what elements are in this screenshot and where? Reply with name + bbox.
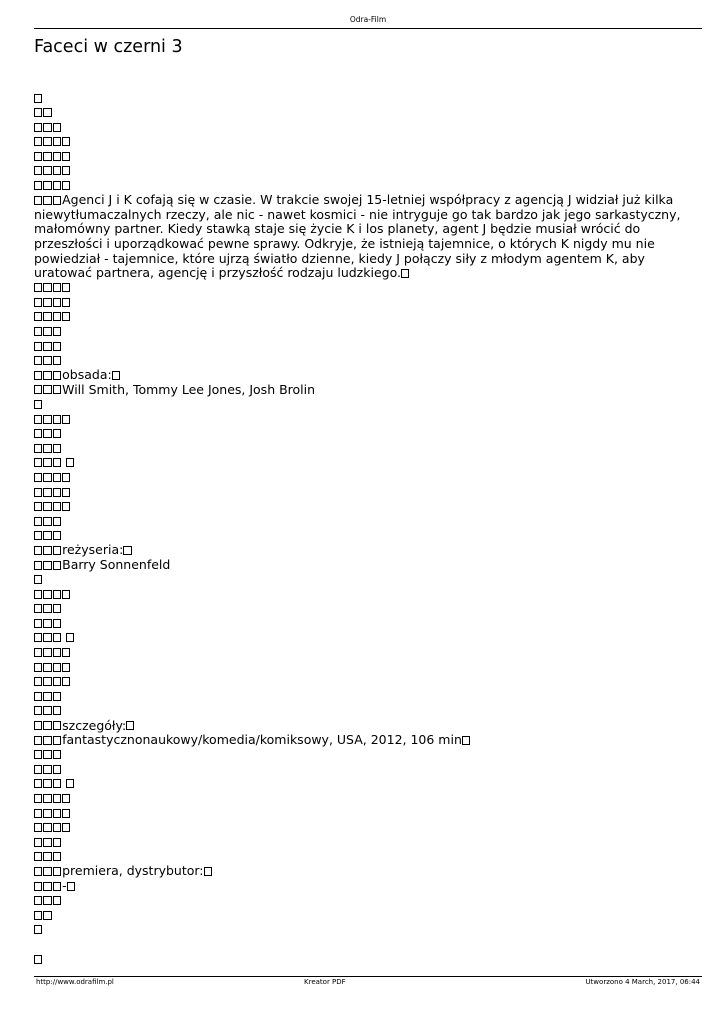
page-footer [34,976,702,988]
glyph-line [34,908,684,923]
glyph-line [34,514,684,529]
glyph-line [34,485,684,500]
glyph-line [34,850,684,865]
glyph-line [34,835,684,850]
glyph-line [34,704,684,719]
glyph-line [34,120,684,135]
cast-value: Will Smith, Tommy Lee Jones, Josh Brolin [62,381,316,397]
details-label: szczegóły: [62,717,127,733]
cast-label: obsada: [62,367,112,383]
footer-url[interactable]: http://www.odrafilm.pl [36,978,114,986]
glyph-line [34,456,684,471]
glyph-line [34,135,684,150]
site-header [34,15,702,29]
glyph-line [34,427,684,442]
director-value: Barry Sonnenfeld [62,557,171,572]
glyph-line [34,762,684,777]
details-label-line [34,719,684,734]
glyph-line [34,660,684,675]
premiere-value-line [34,879,684,894]
glyph-line [34,397,684,412]
director-value-line [34,558,684,573]
glyph-line [34,821,684,836]
glyph-line [34,952,684,967]
glyph-line [34,339,684,354]
site-name: Odra-Film [349,15,387,24]
director-label-line [34,543,684,558]
glyph-line [34,777,684,792]
glyph-line [34,689,684,704]
glyph-line [34,529,684,544]
glyph-line [34,412,684,427]
premiere-label: premiera, dystrybutor: [62,863,204,879]
document-body [34,91,684,967]
glyph-line [34,441,684,456]
details-value-line [34,733,684,748]
glyph-line [34,149,684,164]
glyph-line [34,179,684,194]
premiere-value: - [62,878,67,894]
glyph-line [34,792,684,807]
glyph-line [34,894,684,909]
glyph-line [34,470,684,485]
blank-line [34,937,684,952]
glyph-line [34,806,684,821]
glyph-line [34,325,684,340]
description-text: Agenci J i K cofają się w czasie. W trakcie swojej 15-letniej współpracy z agencją J widział już kilka niewytłumaczalnych rzeczy, ale nic - nawet kosmici - nie intryguje go tak bardzo jak jego sarkastyczny, małomówny partner. Kiedy stawką staje się życie K i los planety, agent J będzie musiał wrócić do przeszłości i uporządkować pewne sprawy. Odkryje, że istnieją tajemnice, o których K nigdy mu nie powiedział - tajemnice, które ujrzą światło dzienne, kiedy J połączy siły z młodym agentem K, aby uratować partnera, agencję i przyszłość rodzaju ludzkiego. [34,192,681,281]
glyph-line [34,164,684,179]
glyph-line [34,631,684,646]
glyph-line [34,500,684,515]
glyph-line [34,91,684,106]
glyph-line [34,602,684,617]
glyph-line [34,587,684,602]
premiere-label-line [34,864,684,879]
glyph-line [34,310,684,325]
details-value: fantastycznonaukowy/komedia/komiksowy, USA, 2012, 106 min [62,732,462,748]
glyph-line [34,295,684,310]
description-paragraph [34,193,684,281]
cast-label-line [34,368,684,383]
glyph-line [34,616,684,631]
glyph-line [34,646,684,661]
glyph-line [34,573,684,588]
glyph-line [34,748,684,763]
footer-created: Utworzono 4 March, 2017, 06:44 [585,978,700,986]
glyph-line [34,354,684,369]
glyph-line [34,675,684,690]
cast-value-line [34,383,684,398]
glyph-line [34,106,684,121]
page-title: Faceci w czerni 3 [34,37,183,57]
glyph-line [34,923,684,938]
footer-generator: Kreator PDF [304,978,346,986]
glyph-line [34,281,684,296]
director-label: reżyseria: [62,542,124,558]
